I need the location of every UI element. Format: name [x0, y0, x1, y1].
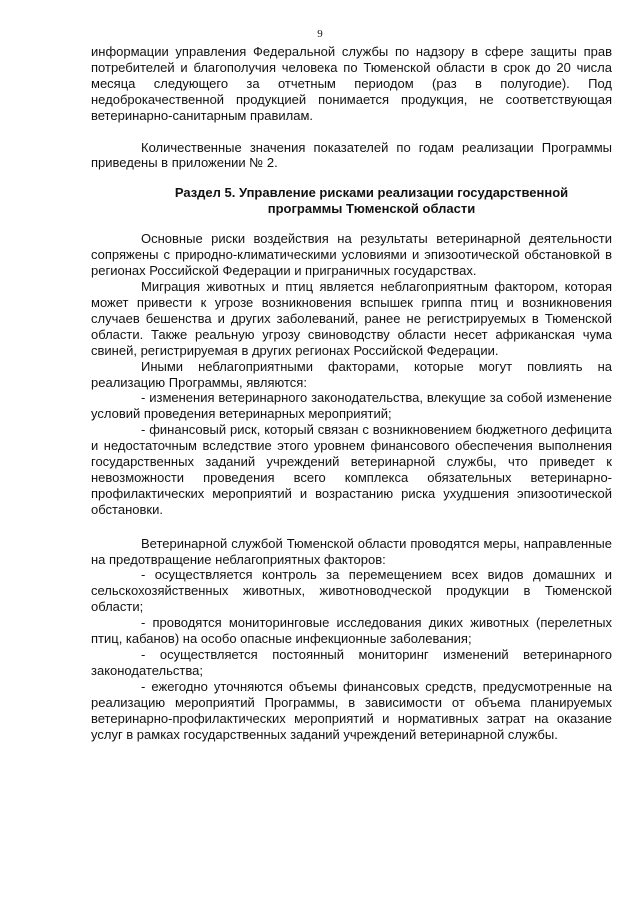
list-item: - ежегодно уточняются объемы финансовых средств, предусмотренные на реализацию мероприятий Программы, в зависимости от объема планируемых ветеринарно-профилактических мероприятий и нормативных затрат на оказание услуг в рамках государственных заданий учреждений ветеринарной службы.	[91, 678, 612, 742]
list-item: - финансовый риск, который связан с возникновением бюджетного дефицита и недостаточным вследствие этого уровнем финансового обеспечения выполнения государственных заданий учреждений ветеринарной службы, что приведет к невозможности проведения всего комплекса обязательных ветеринарно-профилактических мероприятий и возрастанию риска ухудшения эпизоотической обстановки.	[91, 422, 612, 517]
spacer	[91, 124, 612, 140]
spacer	[91, 217, 612, 231]
list-item: - осуществляется контроль за перемещением всех видов домашних и сельскохозяйственных животных, животноводческой продукции в Тюменской области;	[91, 567, 612, 615]
paragraph: Ветеринарной службой Тюменской области проводятся меры, направленные на предотвращение неблагоприятных факторов:	[91, 535, 612, 567]
page-number: 9	[317, 28, 323, 40]
paragraph: Иными неблагоприятными факторами, которые могут повлиять на реализацию Программы, являются:	[91, 358, 612, 390]
paragraph: информации управления Федеральной службы по надзору в сфере защиты прав потребителей и благополучия человека по Тюменской области в срок до 20 числа месяца следующего за отчетным периодом (раз в полугодие). Под недоброкачественной продукцией понимается продукция, не соответствующая ветеринарно-санитарным правилам.	[91, 44, 612, 123]
list-item: - проводятся мониторинговые исследования диких животных (перелетных птиц, кабанов) на особо опасные инфекционные заболевания;	[91, 615, 612, 647]
document-body	[91, 44, 612, 742]
list-item: - осуществляется постоянный мониторинг изменений ветеринарного законодательства;	[91, 647, 612, 678]
section-heading-line: программы Тюменской области	[267, 201, 476, 217]
spacer	[91, 171, 612, 185]
spacer	[91, 518, 612, 536]
paragraph: Количественные значения показателей по годам реализации Программы приведены в приложении № 2.	[91, 139, 612, 171]
section-heading	[91, 185, 612, 217]
section-heading-line: Раздел 5. Управление рисками реализации государственной	[174, 185, 569, 201]
list-item: - изменения ветеринарного законодательства, влекущие за собой изменение условий проведения ветеринарных мероприятий;	[91, 390, 612, 422]
paragraph: Миграция животных и птиц является неблагоприятным фактором, которая может привести к угрозе возникновения вспышек гриппа птиц и возникновения случаев бешенства и других заболеваний, ранее не регистрируемых в Тюменской области. Также реальную угрозу свиноводству области несет африканская чума свиней, регистрируемая в других регионах Российской Федерации.	[91, 279, 612, 358]
paragraph: Основные риски воздействия на результаты ветеринарной деятельности сопряжены с природно-климатическими условиями и эпизоотической обстановкой в регионах Российской Федерации и приграничных государствах.	[91, 231, 612, 279]
